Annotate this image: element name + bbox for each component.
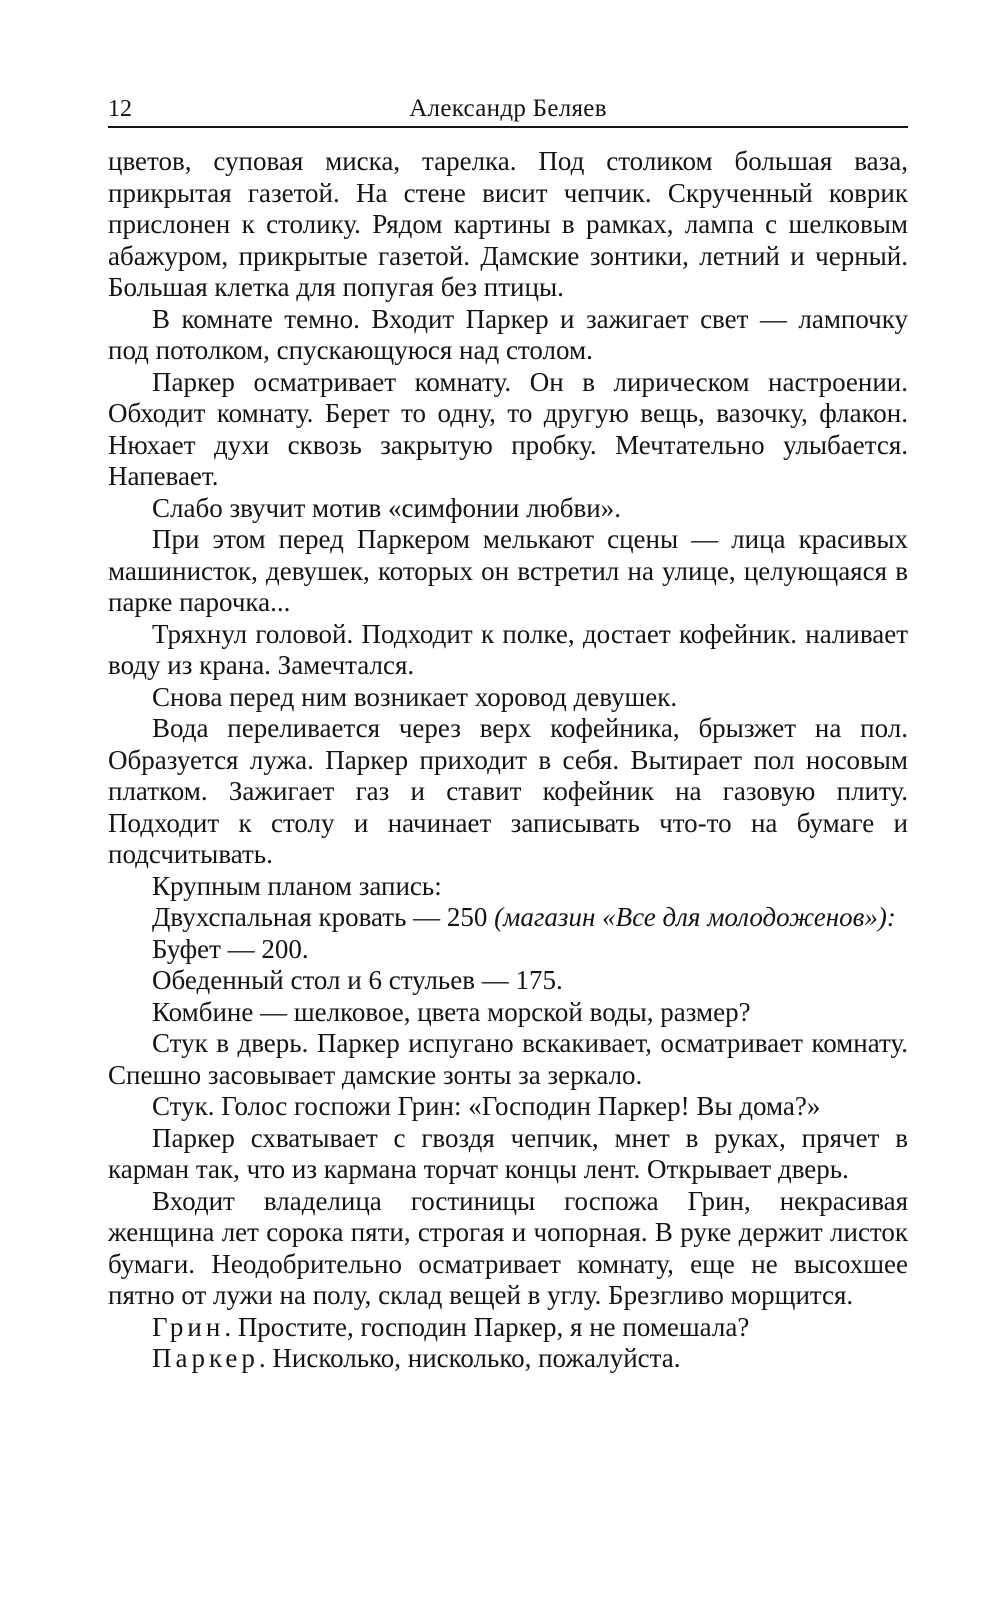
dialogue-text: . Нисколько, нисколько, пожалуйста. bbox=[258, 1343, 681, 1373]
paragraph: Снова перед ним возникает хоровод девушек. bbox=[152, 681, 678, 712]
list-item-buffet: Буфет — 200. bbox=[152, 933, 309, 964]
list-item-bed bbox=[108, 902, 908, 934]
header-rule bbox=[108, 126, 908, 128]
paragraph: цветов, суповая миска, тарелка. Под столиком большая ваза, прикрытая газетой. На стене висит чепчик. Скрученный коврик прислонен к столику. Рядом картины в рамках, лампа с шелковым абажуром, прикрытые газетой. Дамские зонтики, летний и черный. Большая клетка для попугая без птицы. bbox=[108, 146, 908, 302]
running-title: Александр Беляев bbox=[409, 95, 607, 122]
list-item-combine: Комбине — шелковое, цвета морской воды, размер? bbox=[152, 996, 751, 1027]
paragraph: При этом перед Паркером мелькают сцены — лица красивых машинисток, девушек, которых он встретил на улице, целующаяся в парке парочка... bbox=[108, 524, 908, 617]
paragraph: Стук в дверь. Паркер испугано вскакивает, осматривает комнату. Спешно засовывает дамские зонты за зеркало. bbox=[108, 1028, 908, 1090]
list-item-dining: Обеденный стол и 6 стульев — 175. bbox=[152, 965, 563, 995]
paragraph: Паркер осматривает комнату. Он в лирическом настроении. Обходит комнату. Берет то одну, то другую вещь, вазочку, флакон. Нюхает духи сквозь закрытую пробку. Мечтательно улыбается. Напевает. bbox=[108, 366, 908, 491]
list-item-bed-text: Двухспальная кровать — 250 bbox=[152, 902, 495, 932]
paragraph: Стук. Голос госпожи Грин: «Господин Паркер! Вы дома?» bbox=[152, 1091, 821, 1121]
dialogue-text: . Простите, господин Паркер, я не помешала? bbox=[224, 1311, 750, 1342]
page-header bbox=[108, 94, 908, 128]
paragraph: Вода переливается через верх кофейника, брызжет на пол. Образуется лужа. Паркер приходит в себя. Вытирает пол носовым платком. Зажигает газ и ставит кофейник на газовую плиту. Подходит к столу и начинает записывать что-то на бумаге и подсчитывать. bbox=[108, 713, 908, 869]
speaker-name: Грин bbox=[152, 1311, 225, 1342]
paragraph: Паркер схватывает с гвоздя чепчик, мнет в руках, прячет в карман так, что из кармана торчат концы лент. Открывает дверь. bbox=[108, 1122, 908, 1184]
page-number: 12 bbox=[108, 96, 132, 122]
paragraph: Входит владелица гостиницы госпожа Грин, некрасивая женщина лет сорока пяти, строгая и чопорная. В руке держит листок бумаги. Неодобрительно осматривает комнату, еще не высохшее пятно от лужи на полу, склад вещей в углу. Брезгливо морщится. bbox=[108, 1185, 908, 1310]
dialogue-line bbox=[108, 1343, 908, 1375]
paragraph: Крупным планом запись: bbox=[152, 870, 442, 901]
paragraph: В комнате темно. Входит Паркер и зажигает свет — лампочку под потолком, спускающуюся над столом. bbox=[108, 303, 908, 365]
paragraph: Тряхнул головой. Подходит к полке, достает кофейник. наливает воду из крана. Замечтался. bbox=[108, 618, 908, 680]
dialogue-line bbox=[108, 1312, 908, 1344]
speaker-name: Паркер bbox=[152, 1343, 259, 1373]
body-text bbox=[108, 146, 908, 1375]
list-item-bed-note: (магазин «Все для молодоженов»): bbox=[494, 902, 896, 932]
paragraph: Слабо звучит мотив «симфонии любви». bbox=[152, 492, 621, 523]
